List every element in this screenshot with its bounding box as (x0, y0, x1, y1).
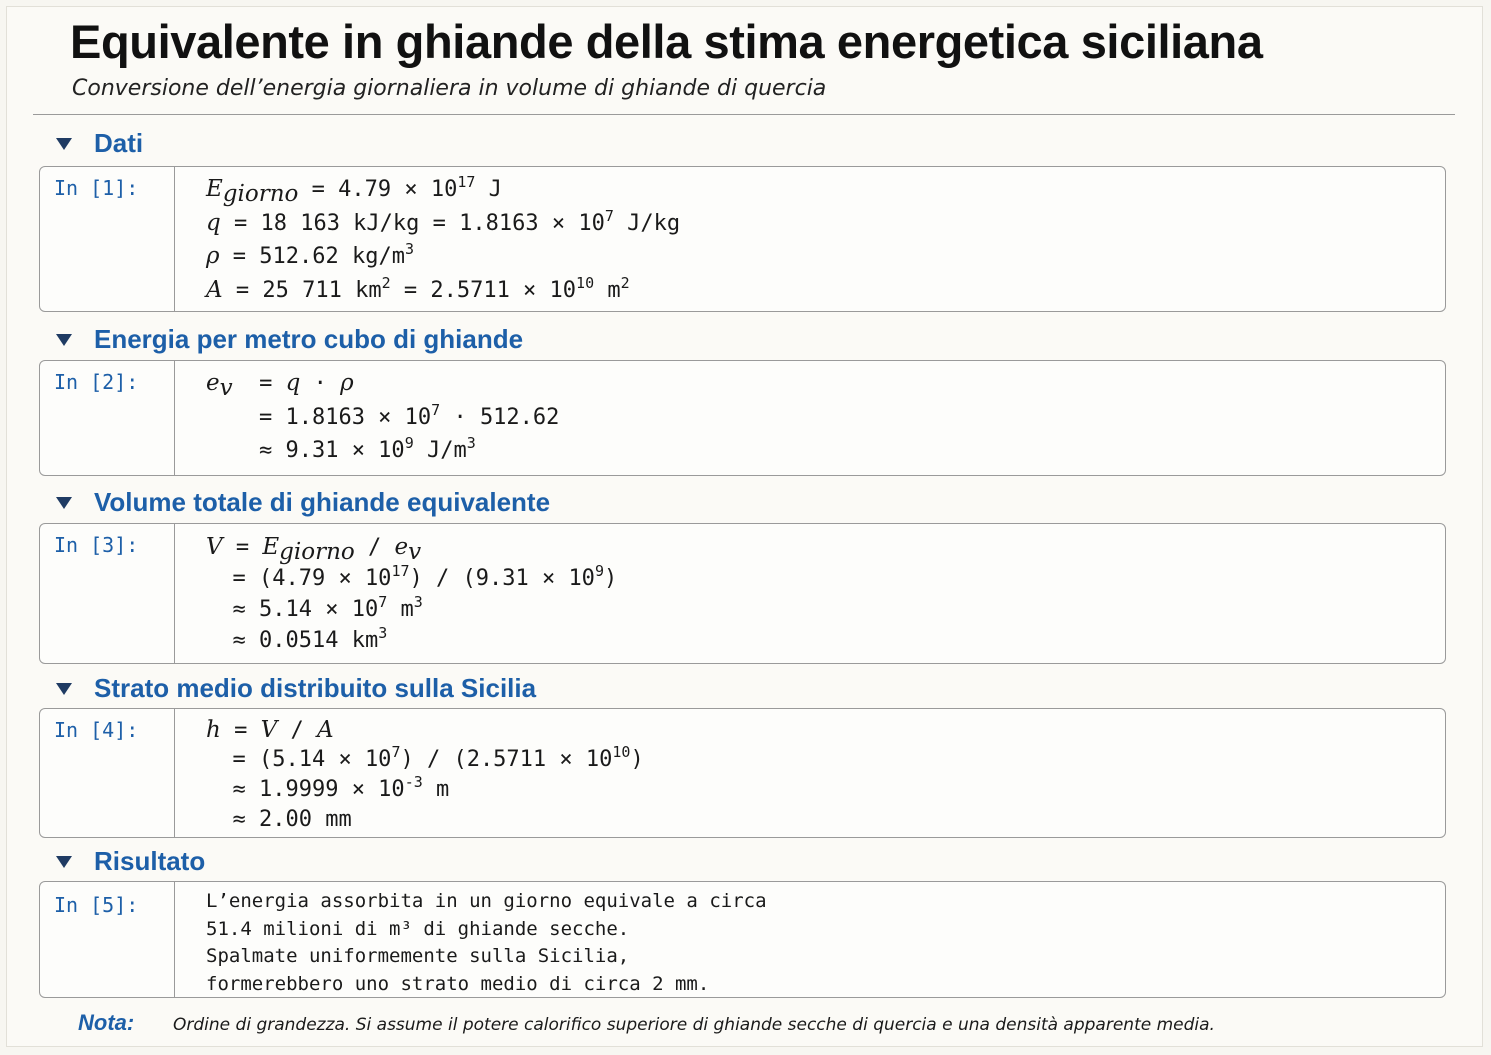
section-label: Volume totale di ghiande equivalente (94, 486, 551, 517)
code-line: ρ = 512.62 $kg/m^3$ (206, 240, 414, 269)
code-line: ≈ 2.00 mm (206, 807, 352, 832)
code-line: ≈ $9.31 \times 10^9$ $J/m^3$ (206, 434, 476, 463)
code-cell-4[interactable] (39, 708, 1446, 838)
section-header-dati[interactable] (56, 127, 143, 159)
section-header-energia[interactable] (56, 323, 523, 355)
code-line: = $1.8163 \times 10^7 \cdot 512.62$ (206, 400, 560, 430)
footnote-label: Nota: (78, 1010, 135, 1035)
cell-prompt: In [2]: (54, 370, 139, 394)
code-line: $e_v = q \cdot \rho$ (206, 370, 354, 401)
section-header-volume[interactable] (56, 486, 550, 518)
cell-gutter (40, 167, 175, 311)
cell-prompt: In [4]: (54, 718, 139, 742)
cell-code (206, 532, 1435, 656)
cell-gutter (40, 709, 175, 837)
page-subtitle: Conversione dell’energia giornaliera in volume di ghiande di quercia (72, 76, 827, 101)
code-line: A = 25 711 $km^2 = 2.5711 \times 10^{10}$ $m^2$ (206, 273, 630, 303)
code-cell-2[interactable] (39, 360, 1446, 476)
page-title: Equivalente in ghiande della stima energetica siciliana (70, 15, 1263, 68)
cell-code (206, 367, 1435, 468)
code-line: $V = E_{giorno} / e_v$ (206, 534, 422, 565)
section-header-strato[interactable] (56, 672, 536, 704)
footnote (78, 1010, 1215, 1036)
title-divider (33, 114, 1455, 115)
cell-code (206, 173, 1435, 307)
section-label: Strato medio distribuito sulla Sicilia (94, 672, 537, 703)
code-line: ≈ 0.0514 $km^3$ (206, 624, 388, 653)
collapse-triangle-icon[interactable] (56, 334, 72, 346)
cell-prompt: In [5]: (54, 893, 139, 917)
cell-gutter (40, 361, 175, 475)
text-cell-5[interactable] (39, 881, 1446, 998)
code-cell-3[interactable] (39, 523, 1446, 664)
cell-code (206, 715, 1435, 835)
text-line: Spalmate uniformemente sulla Sicilia, (206, 945, 630, 967)
section-label: Risultato (94, 845, 206, 876)
cell-gutter (40, 524, 175, 663)
collapse-triangle-icon[interactable] (56, 497, 72, 509)
section-label: Dati (94, 127, 144, 158)
text-line: formerebbero uno strato medio di circa 2 mm. (206, 972, 710, 995)
cell-gutter (40, 882, 175, 997)
collapse-triangle-icon[interactable] (56, 856, 72, 868)
code-line: ≈ $5.14 \times 10^7$ $m^3$ (206, 593, 423, 622)
code-line: $E_{giorno} = 4.79 \times 10^{17}$ J (206, 173, 502, 207)
code-line: h = V / A (206, 717, 334, 743)
code-line: ≈ $1.9999 \times 10^{-3}$ m (206, 773, 450, 802)
text-line: L’energia assorbita in un giorno equivale a circa (206, 890, 767, 912)
code-line: = $(5.14 \times 10^7) / (2.5711 \times 10^{10})$ (206, 743, 644, 772)
code-line: = $(4.79 \times 10^{17}) / (9.31 \times 10^9)$ (206, 562, 618, 591)
code-cell-1[interactable] (39, 166, 1446, 312)
cell-prompt: In [1]: (54, 176, 139, 200)
collapse-triangle-icon[interactable] (56, 683, 72, 695)
collapse-triangle-icon[interactable] (56, 138, 72, 150)
cell-prompt: In [3]: (54, 533, 139, 557)
section-label: Energia per metro cubo di ghiande (94, 323, 524, 354)
section-header-risultato[interactable] (56, 845, 205, 877)
cell-text (206, 888, 767, 998)
text-line: 51.4 milioni di m³ di ghiande secche. (206, 917, 630, 940)
code-line: q = 18 163 $kJ/kg = 1.8163 \times 10^7$ J/kg (206, 206, 681, 236)
footnote-text: Ordine di grandezza. Si assume il potere calorifico superiore di ghiande secche di quercia e una densità apparente media. (173, 1015, 1215, 1035)
